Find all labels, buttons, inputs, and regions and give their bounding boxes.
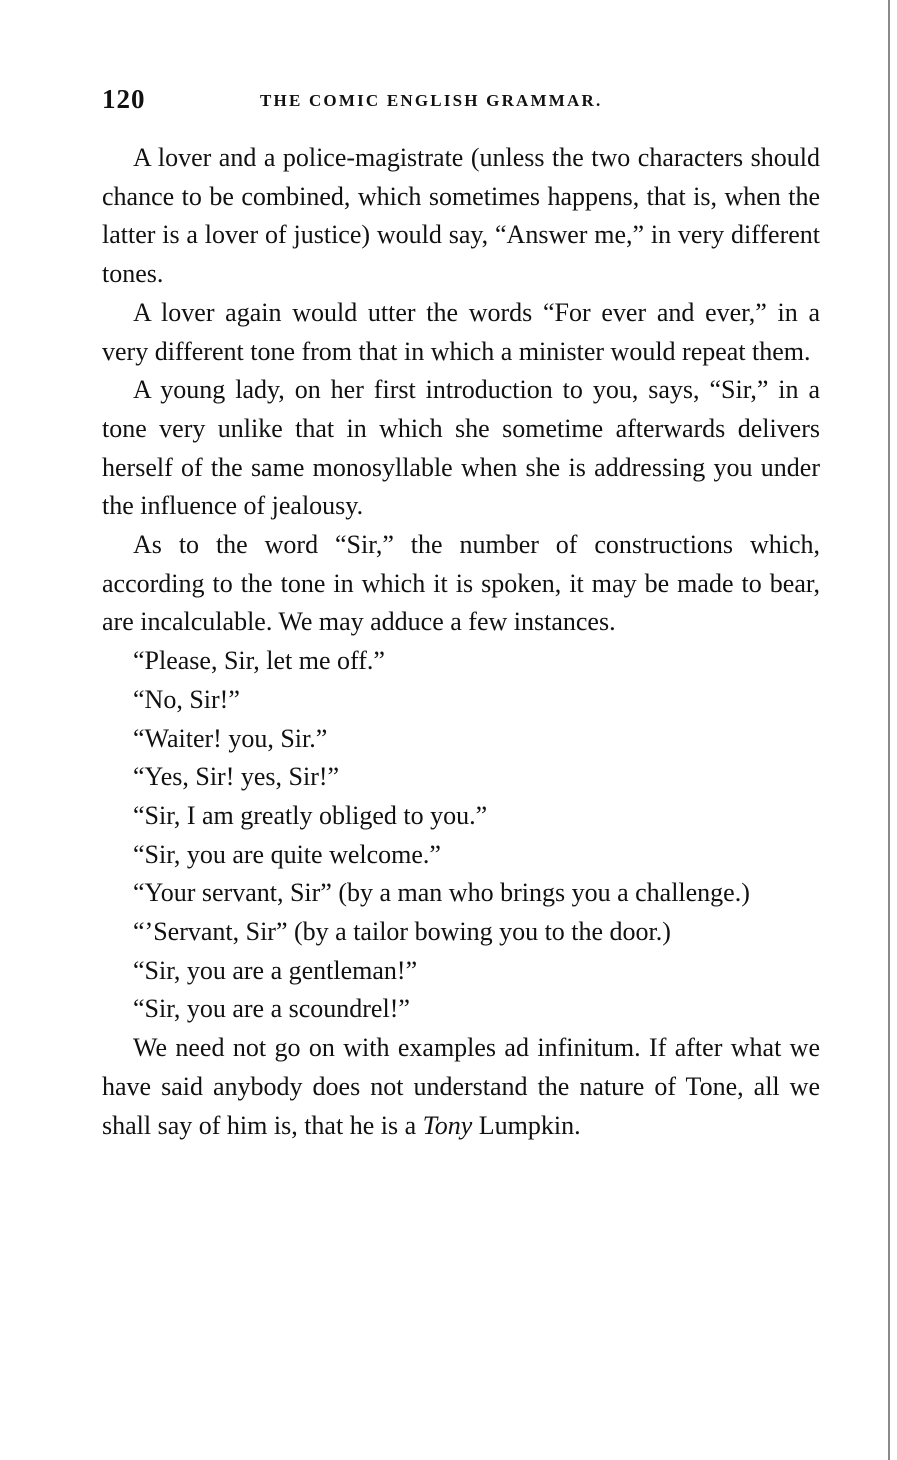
paragraph: A lover and a police-magistrate (unless the two characters should chance to be combined, which sometimes happens, that is, when the latter is a lover of justice) would say, “Answer me,” in very different tones.: [102, 143, 820, 289]
page-edge-line: [888, 0, 890, 1460]
paragraph: As to the word “Sir,” the number of constructions which, according to the tone in which it is spoken, it may be made to bear, are incalculable. We may adduce a few instances.: [102, 530, 820, 637]
closing-italic-word: Tony: [422, 1110, 473, 1140]
closing-text-before: We need not go on with examples ad infinitum. If after what we have said anybody does not understand the nature of Tone, all we shall say of him is, that he is a: [102, 1033, 820, 1140]
example-quote: “Yes, Sir! yes, Sir!”: [133, 762, 340, 792]
example-quote: “Sir, you are quite welcome.”: [133, 839, 441, 869]
example-quote: “Sir, I am greatly obliged to you.”: [133, 800, 488, 830]
closing-text-after: Lumpkin.: [472, 1110, 581, 1140]
example-quote: “Waiter! you, Sir.”: [133, 723, 328, 753]
running-title: THE COMIC ENGLISH GRAMMAR.: [260, 91, 603, 110]
closing-paragraph: [102, 1029, 820, 1145]
example-quote: “Sir, you are a scoundrel!”: [133, 994, 410, 1024]
paragraph: A lover again would utter the words “For ever and ever,” in a very different tone from that in which a minister would repeat them.: [102, 297, 820, 366]
page-header: [102, 84, 822, 120]
example-quote: “’Servant, Sir” (by a tailor bowing you to the door.): [133, 917, 671, 947]
page-number: 120: [102, 84, 146, 114]
paragraph: A young lady, on her first introduction to you, says, “Sir,” in a tone very unlike that in which she sometime afterwards delivers herself of the same monosyllable when she is addressing you under the influence of jealousy.: [102, 375, 820, 521]
example-quote: “No, Sir!”: [133, 684, 240, 714]
example-quote: “Sir, you are a gentleman!”: [133, 955, 418, 985]
example-quote: “Your servant, Sir” (by a man who brings you a challenge.): [133, 878, 750, 908]
example-quote: “Please, Sir, let me off.”: [133, 646, 385, 676]
body-text: [102, 139, 820, 1145]
